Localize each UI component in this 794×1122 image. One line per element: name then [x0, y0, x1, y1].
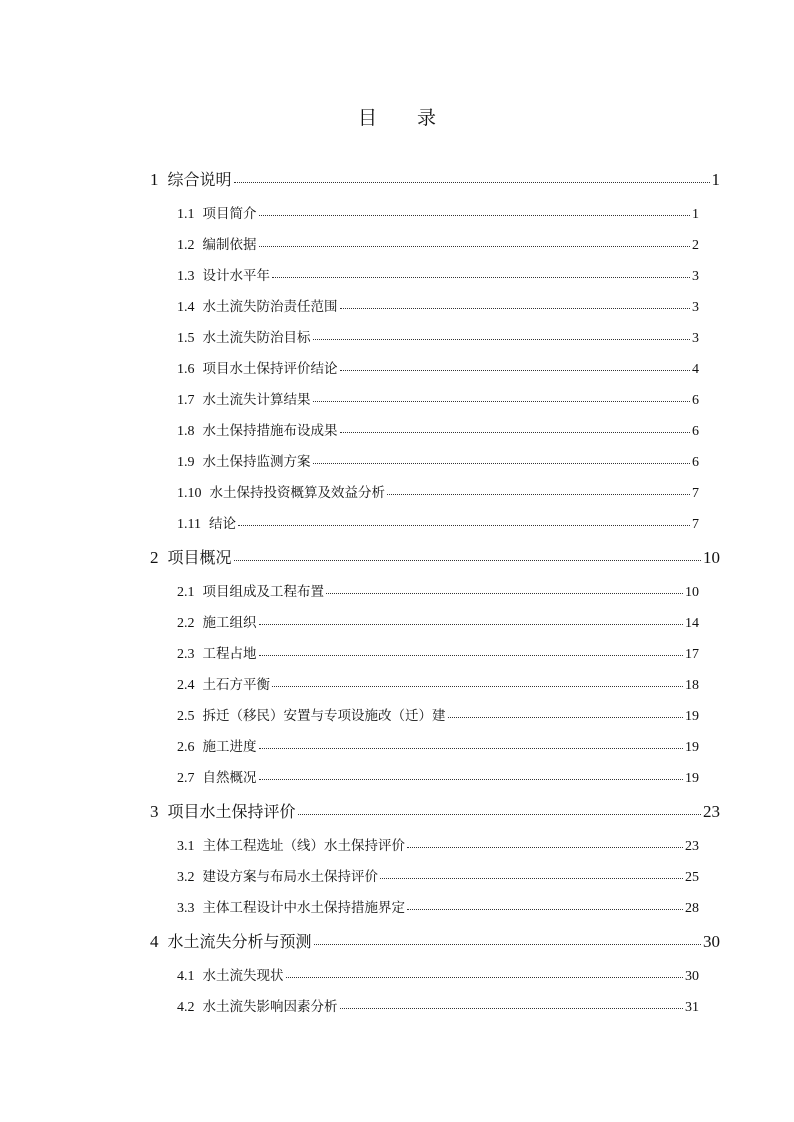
toc-leader-dots — [313, 463, 691, 464]
toc-entry-page-number: 28 — [685, 901, 699, 916]
toc-entry-page-number: 6 — [692, 393, 699, 408]
toc-entry-label: 施工进度 — [202, 739, 257, 755]
toc-entry-label: 项目组成及工程布置 — [202, 584, 324, 600]
toc-entry-number: 1.6 — [177, 362, 195, 377]
toc-entry-page-number: 19 — [685, 709, 699, 724]
toc-entry[interactable] — [177, 834, 699, 855]
toc-entry-number: 1.5 — [177, 331, 195, 346]
toc-entry-page-number: 19 — [685, 740, 699, 755]
toc-entry-page-number: 19 — [685, 771, 699, 786]
toc-entry-label: 工程占地 — [202, 646, 257, 662]
toc-entry-page-number: 1 — [692, 207, 699, 222]
toc-leader-dots — [259, 246, 691, 247]
toc-entry-label: 水土流失计算结果 — [202, 392, 311, 408]
toc-entry-number: 1.10 — [177, 486, 202, 501]
toc-entry[interactable] — [177, 673, 699, 694]
toc-entry-number: 1.3 — [177, 269, 195, 284]
toc-leader-dots — [259, 655, 684, 656]
toc-leader-dots — [407, 847, 683, 848]
toc-entry-number: 2.6 — [177, 740, 195, 755]
toc-leader-dots — [340, 432, 691, 433]
toc-entry-page-number: 3 — [692, 269, 699, 284]
toc-entry-number: 1.7 — [177, 393, 195, 408]
toc-entry[interactable] — [177, 964, 699, 985]
toc-entry-label: 结论 — [208, 516, 236, 532]
toc-entry[interactable] — [177, 388, 699, 409]
toc-entry[interactable] — [150, 929, 720, 952]
toc-entry-number: 1.4 — [177, 300, 195, 315]
toc-entry[interactable] — [150, 545, 720, 568]
toc-entry-page-number: 7 — [692, 517, 699, 532]
toc-entry-label: 水土流失分析与预测 — [167, 932, 312, 951]
toc-entry-page-number: 17 — [685, 647, 699, 662]
toc-entry-page-number: 4 — [692, 362, 699, 377]
toc-entry-page-number: 1 — [711, 170, 720, 189]
toc-entry-page-number: 6 — [692, 424, 699, 439]
toc-entry-page-number: 14 — [685, 616, 699, 631]
toc-entry-page-number: 3 — [692, 300, 699, 315]
toc-leader-dots — [259, 779, 684, 780]
toc-leader-dots — [326, 593, 683, 594]
toc-entry[interactable] — [177, 704, 699, 725]
toc-leader-dots — [259, 215, 691, 216]
toc-leader-dots — [234, 182, 710, 183]
toc-entry[interactable] — [177, 357, 699, 378]
toc-entry-label: 综合说明 — [167, 170, 232, 189]
toc-entry-number: 3.3 — [177, 901, 195, 916]
toc-entry-label: 水土保持措施布设成果 — [202, 423, 338, 439]
toc-title — [0, 103, 794, 130]
toc-leader-dots — [272, 277, 690, 278]
toc-entry[interactable] — [177, 896, 699, 917]
toc-entry-page-number: 25 — [685, 870, 699, 885]
toc-entry-page-number: 23 — [703, 802, 720, 821]
toc-entry-label: 水土保持投资概算及效益分析 — [209, 485, 385, 501]
toc-entry-label: 项目水土保持评价结论 — [202, 361, 338, 377]
toc-entry-page-number: 18 — [685, 678, 699, 693]
toc-entry-label: 水土流失防治责任范围 — [202, 299, 338, 315]
toc-entry-page-number: 30 — [685, 969, 699, 984]
toc-entry-page-number: 2 — [692, 238, 699, 253]
toc-leader-dots — [340, 370, 691, 371]
toc-entry-number: 2.1 — [177, 585, 195, 600]
toc-entry-number: 1.2 — [177, 238, 195, 253]
toc-leader-dots — [298, 814, 701, 815]
toc-entry-number: 2.2 — [177, 616, 195, 631]
toc-entry-number: 2.4 — [177, 678, 195, 693]
toc-leader-dots — [340, 1008, 684, 1009]
toc-entry[interactable] — [177, 512, 699, 533]
toc-entry[interactable] — [177, 995, 699, 1016]
toc-entry-page-number: 31 — [685, 1000, 699, 1015]
toc-entry-label: 施工组织 — [202, 615, 257, 631]
toc-entry-label: 项目水土保持评价 — [167, 802, 296, 821]
toc-entry-number: 1.1 — [177, 207, 195, 222]
toc-entry-number: 3.1 — [177, 839, 195, 854]
toc-leader-dots — [259, 748, 684, 749]
toc-leader-dots — [407, 909, 683, 910]
toc-entry[interactable] — [177, 735, 699, 756]
toc-entry[interactable] — [177, 580, 699, 601]
toc-leader-dots — [448, 717, 684, 718]
toc-leader-dots — [340, 308, 691, 309]
toc-entry-label: 设计水平年 — [202, 268, 270, 284]
toc-entry-label: 项目概况 — [167, 548, 232, 567]
toc-leader-dots — [234, 560, 701, 561]
toc-entry[interactable] — [177, 611, 699, 632]
toc-entry-label: 土石方平衡 — [202, 677, 270, 693]
toc-entry-number: 4.1 — [177, 969, 195, 984]
toc-entry-page-number: 10 — [685, 585, 699, 600]
toc-entry-number: 2.3 — [177, 647, 195, 662]
toc-leader-dots — [314, 944, 701, 945]
toc-leader-dots — [286, 977, 684, 978]
toc-entry-label: 项目简介 — [202, 206, 257, 222]
toc-entry-page-number: 3 — [692, 331, 699, 346]
toc-entry-number: 2 — [150, 548, 159, 567]
toc-leader-dots — [387, 494, 690, 495]
toc-entry[interactable] — [177, 295, 699, 316]
toc-leader-dots — [272, 686, 683, 687]
toc-entry[interactable] — [177, 865, 699, 886]
toc-title-char-2: 录 — [417, 107, 437, 129]
toc-entry-number: 2.7 — [177, 771, 195, 786]
toc-leader-dots — [380, 878, 683, 879]
toc-entry-number: 1.8 — [177, 424, 195, 439]
toc-entry[interactable] — [177, 202, 699, 223]
toc-entry-number: 1.11 — [177, 517, 201, 532]
toc-entry[interactable] — [177, 419, 699, 440]
toc-entry[interactable] — [177, 642, 699, 663]
toc-entry-label: 编制依据 — [202, 237, 257, 253]
toc-entry[interactable] — [177, 233, 699, 254]
toc-entry[interactable] — [150, 167, 720, 190]
toc-entry-label: 建设方案与布局水土保持评价 — [202, 869, 378, 885]
toc-entry-page-number: 6 — [692, 455, 699, 470]
toc-leader-dots — [259, 624, 684, 625]
toc-leader-dots — [313, 401, 691, 402]
toc-entry[interactable] — [150, 799, 720, 822]
toc-entry-page-number: 30 — [703, 932, 720, 951]
toc-entry-label: 水土流失现状 — [202, 968, 284, 984]
toc-entry-label: 自然概况 — [202, 770, 257, 786]
toc-entry-number: 3.2 — [177, 870, 195, 885]
toc-entry[interactable] — [177, 264, 699, 285]
toc-entry-number: 1 — [150, 170, 159, 189]
toc-entry-label: 主体工程设计中水土保持措施界定 — [202, 900, 405, 916]
toc-title-char-1: 目 — [357, 107, 377, 129]
toc-leader-dots — [313, 339, 691, 340]
toc-entry-label: 主体工程选址（线）水土保持评价 — [202, 838, 405, 854]
toc-entry-label: 水土保持监测方案 — [202, 454, 311, 470]
toc-entry[interactable] — [177, 766, 699, 787]
toc-leader-dots — [238, 525, 690, 526]
toc-entry-number: 1.9 — [177, 455, 195, 470]
toc-entry-page-number: 10 — [703, 548, 720, 567]
toc-entry[interactable] — [177, 326, 699, 347]
toc-entry-number: 3 — [150, 802, 159, 821]
toc-entry-number: 2.5 — [177, 709, 195, 724]
toc-entry-label: 水土流失影响因素分析 — [202, 999, 338, 1015]
toc-entry[interactable] — [177, 450, 699, 471]
toc-entry-page-number: 7 — [692, 486, 699, 501]
toc-entry-number: 4 — [150, 932, 159, 951]
toc-entry[interactable] — [177, 481, 699, 502]
toc-entry-label: 水土流失防治目标 — [202, 330, 311, 346]
toc-entry-number: 4.2 — [177, 1000, 195, 1015]
toc-entry-page-number: 23 — [685, 839, 699, 854]
toc-entry-label: 拆迁（移民）安置与专项设施改（迁）建 — [202, 708, 446, 724]
